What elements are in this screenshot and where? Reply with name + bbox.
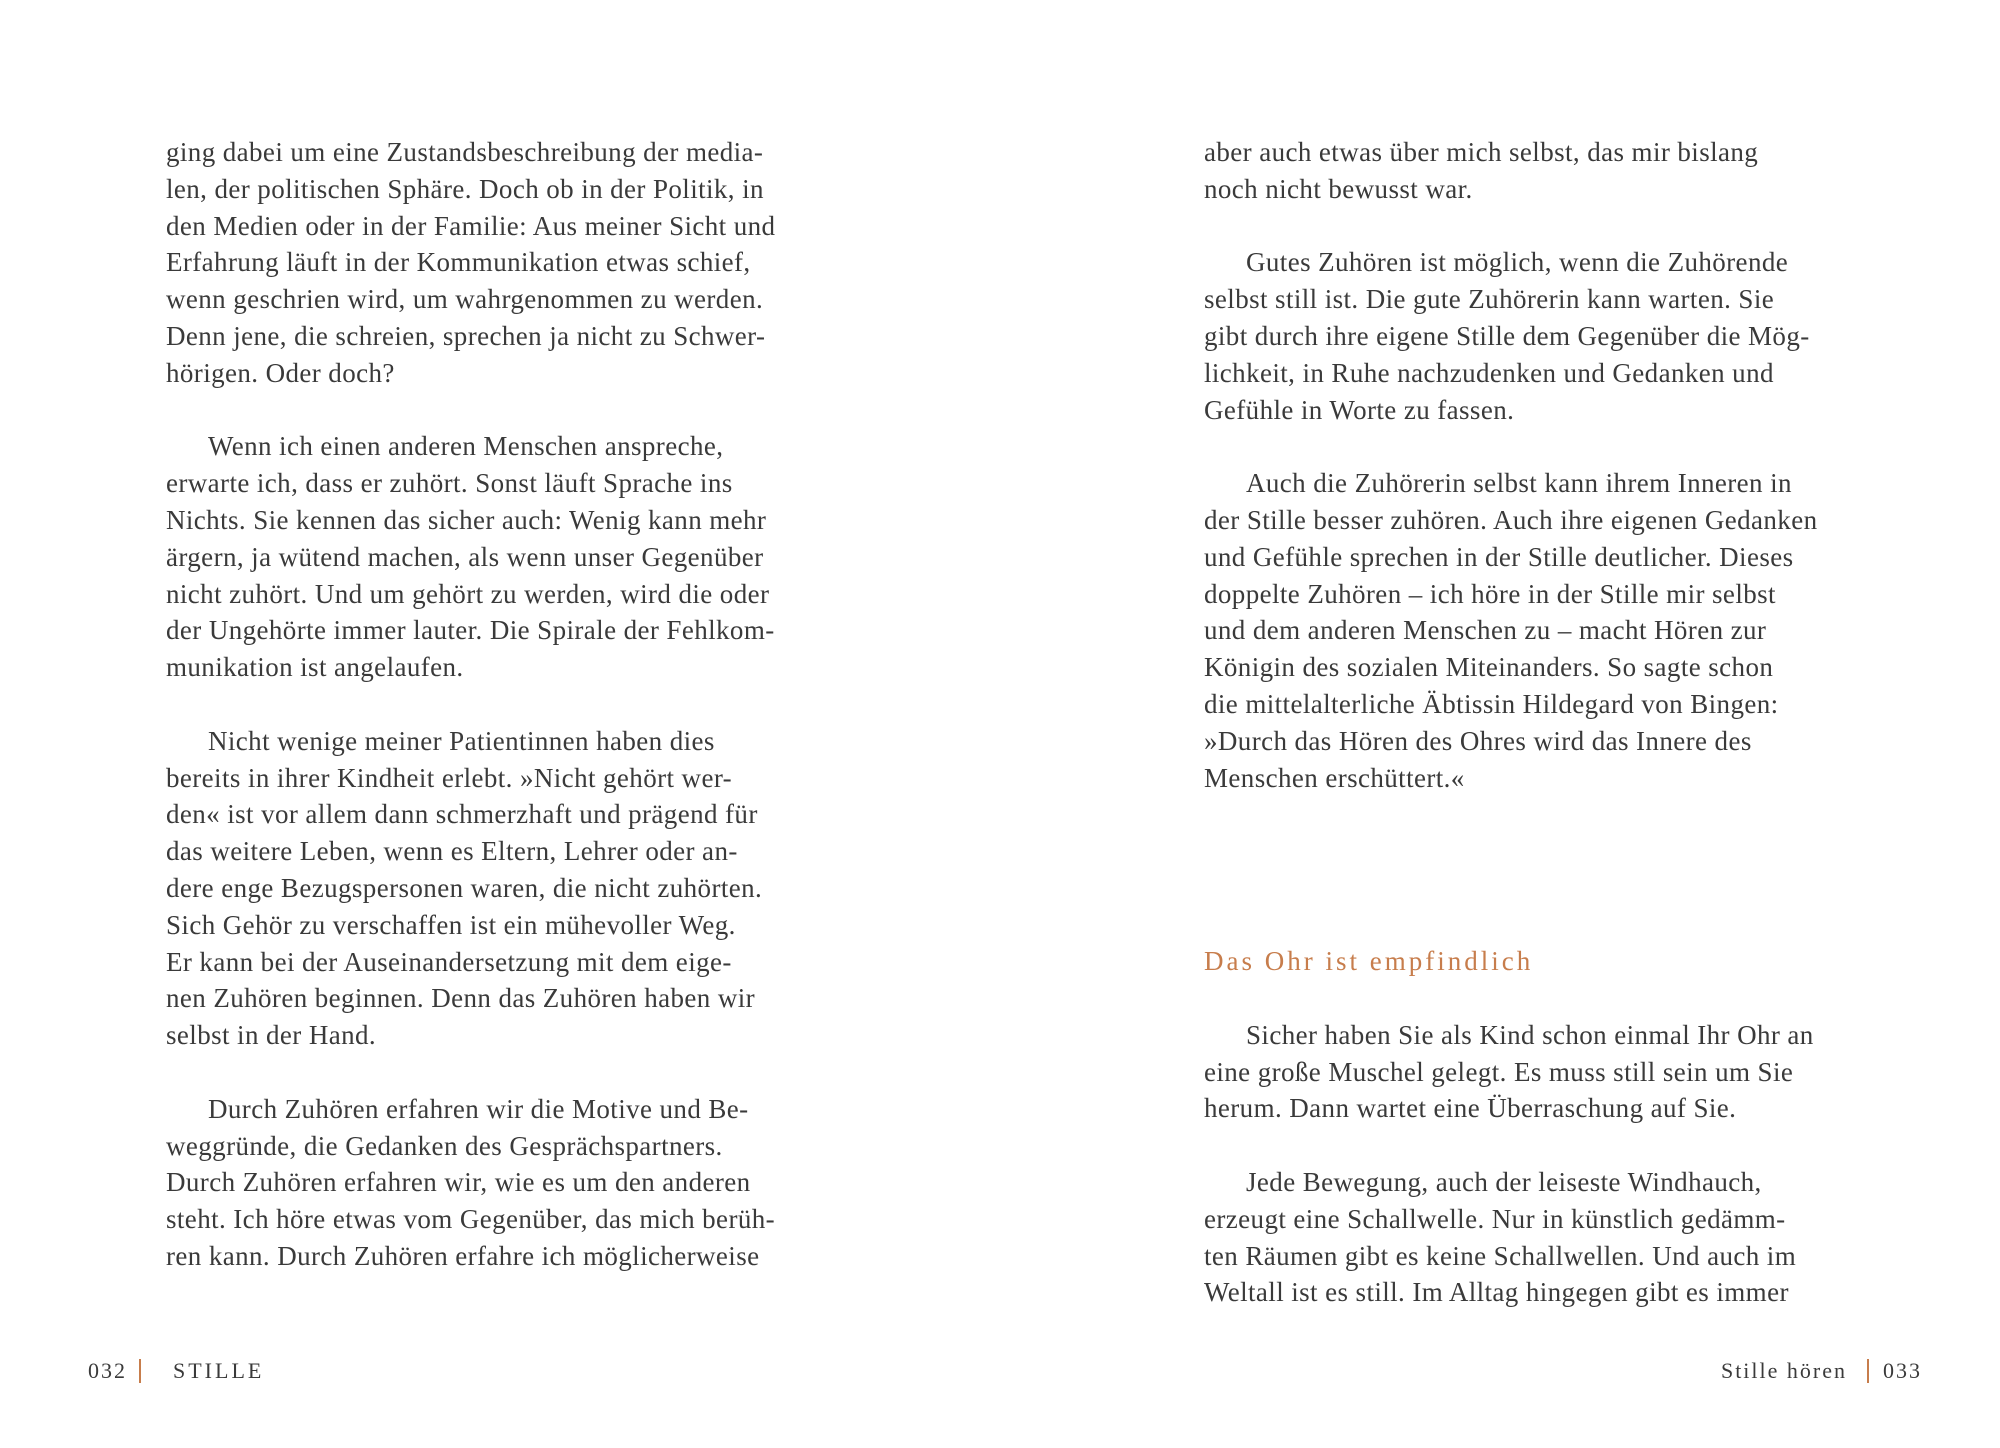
text-line: aber auch etwas über mich selbst, das mir bislang <box>1204 137 1759 167</box>
running-title-right: Stille hören <box>1720 1358 1847 1383</box>
text-line: den Medien oder in der Familie: Aus meiner Sicht und <box>166 210 776 241</box>
left-page-body <box>166 134 826 1312</box>
text-line: bereits in ihrer Kindheit erlebt. »Nicht gehört wer- <box>166 762 733 793</box>
paragraph <box>1204 465 1864 796</box>
text-line: Denn jene, die schreien, sprechen ja nicht zu Schwer- <box>166 320 766 351</box>
text-line: Nichts. Sie kennen das sicher auch: Wenig kann mehr <box>166 504 767 535</box>
text-line: selbst still ist. Die gute Zuhörerin kann warten. Sie <box>1204 284 1775 315</box>
text-line: das weitere Leben, wenn es Eltern, Lehrer oder an- <box>166 836 738 867</box>
paragraph <box>1204 1164 1864 1311</box>
text-line: erzeugt eine Schallwelle. Nur in künstlich gedämm- <box>1204 1203 1786 1234</box>
paragraph <box>166 723 826 1054</box>
text-line: Sich Gehör zu verschaffen ist ein mühevoller Weg. <box>166 909 736 940</box>
text-line: Durch Zuhören erfahren wir die Motive und Be- <box>208 1093 749 1124</box>
page-number-right: 033 <box>1883 1358 1922 1383</box>
text-line: selbst in der Hand. <box>166 1020 377 1051</box>
text-line: Auch die Zuhörerin selbst kann ihrem Inneren in <box>1246 468 1792 499</box>
paragraph <box>1204 244 1864 428</box>
paragraph <box>1204 134 1864 208</box>
text-line: herum. Dann wartet eine Überraschung auf Sie. <box>1204 1093 1737 1124</box>
text-line: steht. Ich höre etwas vom Gegenüber, das mich berüh- <box>166 1204 776 1235</box>
section-heading: Das Ohr ist empfindlich <box>1204 946 1534 977</box>
right-page-body <box>1204 134 1864 1348</box>
text-line: Gefühle in Worte zu fassen. <box>1204 394 1515 425</box>
text-line: ging dabei um eine Zustandsbeschreibung der media- <box>166 137 764 167</box>
text-line: Weltall ist es still. Im Alltag hingegen gibt es immer <box>1204 1277 1789 1308</box>
text-line: Königin des sozialen Miteinanders. So sagte schon <box>1204 652 1774 683</box>
paragraph <box>166 1091 826 1275</box>
text-line: der Stille besser zuhören. Auch ihre eigenen Gedanken <box>1204 504 1818 535</box>
paragraph <box>166 134 826 392</box>
text-line: len, der politischen Sphäre. Doch ob in der Politik, in <box>166 173 764 204</box>
footer-divider <box>1867 1359 1869 1383</box>
text-line: »Durch das Hören des Ohres wird das Innere des <box>1204 725 1752 756</box>
running-title-left: STILLE <box>173 1358 265 1383</box>
text-line: Er kann bei der Auseinandersetzung mit dem eige- <box>166 946 732 977</box>
text-line: und dem anderen Menschen zu – macht Hören zur <box>1204 615 1767 646</box>
text-line: doppelte Zuhören – ich höre in der Stille mir selbst <box>1204 578 1776 609</box>
text-line: munikation ist angelaufen. <box>166 652 464 683</box>
text-line: weggründe, die Gedanken des Gesprächspartners. <box>166 1130 723 1161</box>
left-page-footer <box>88 1358 264 1384</box>
text-line: lichkeit, in Ruhe nachzudenken und Gedanken und <box>1204 357 1774 388</box>
text-line: wenn geschrien wird, um wahrgenommen zu werden. <box>166 284 764 315</box>
text-line: der Ungehörte immer lauter. Die Spirale der Fehlkom- <box>166 615 775 646</box>
right-page-paragraphs-before <box>1204 134 1864 796</box>
right-page-footer <box>1721 1358 1922 1384</box>
page-number-left: 032 <box>88 1358 127 1383</box>
text-line: und Gefühle sprechen in der Stille deutlicher. Dieses <box>1204 541 1794 572</box>
right-page-paragraphs-after <box>1204 1017 1864 1311</box>
text-line: nen Zuhören beginnen. Denn das Zuhören haben wir <box>166 983 756 1014</box>
text-line: dere enge Bezugspersonen waren, die nicht zuhörten. <box>166 872 763 903</box>
text-line: Erfahrung läuft in der Kommunikation etwas schief, <box>166 247 751 278</box>
text-line: die mittelalterliche Äbtissin Hildegard von Bingen: <box>1204 688 1779 719</box>
paragraph <box>166 428 826 686</box>
text-line: hörigen. Oder doch? <box>166 357 395 388</box>
text-line: gibt durch ihre eigene Stille dem Gegenüber die Mög- <box>1204 320 1810 351</box>
text-line: Wenn ich einen anderen Menschen anspreche, <box>208 431 724 462</box>
section-spacer <box>1204 833 1864 943</box>
text-line: ärgern, ja wütend machen, als wenn unser Gegenüber <box>166 541 764 572</box>
text-line: Sicher haben Sie als Kind schon einmal Ihr Ohr an <box>1246 1019 1814 1050</box>
text-line: noch nicht bewusst war. <box>1204 173 1473 204</box>
text-line: ren kann. Durch Zuhören erfahre ich möglicherweise <box>166 1240 760 1271</box>
footer-divider <box>139 1359 141 1383</box>
text-line: eine große Muschel gelegt. Es muss still sein um Sie <box>1204 1056 1794 1087</box>
text-line: Menschen erschüttert.« <box>1204 762 1465 793</box>
paragraph <box>1204 1017 1864 1127</box>
text-line: Nicht wenige meiner Patientinnen haben dies <box>208 725 715 756</box>
text-line: erwarte ich, dass er zuhört. Sonst läuft Sprache ins <box>166 468 733 499</box>
text-line: den« ist vor allem dann schmerzhaft und prägend für <box>166 799 758 830</box>
text-line: ten Räumen gibt es keine Schallwellen. Und auch im <box>1204 1240 1797 1271</box>
text-line: nicht zuhört. Und um gehört zu werden, wird die oder <box>166 578 770 609</box>
text-line: Jede Bewegung, auch der leiseste Windhauch, <box>1246 1166 1762 1197</box>
text-line: Durch Zuhören erfahren wir, wie es um den anderen <box>166 1167 751 1198</box>
text-line: Gutes Zuhören ist möglich, wenn die Zuhörende <box>1246 247 1789 278</box>
